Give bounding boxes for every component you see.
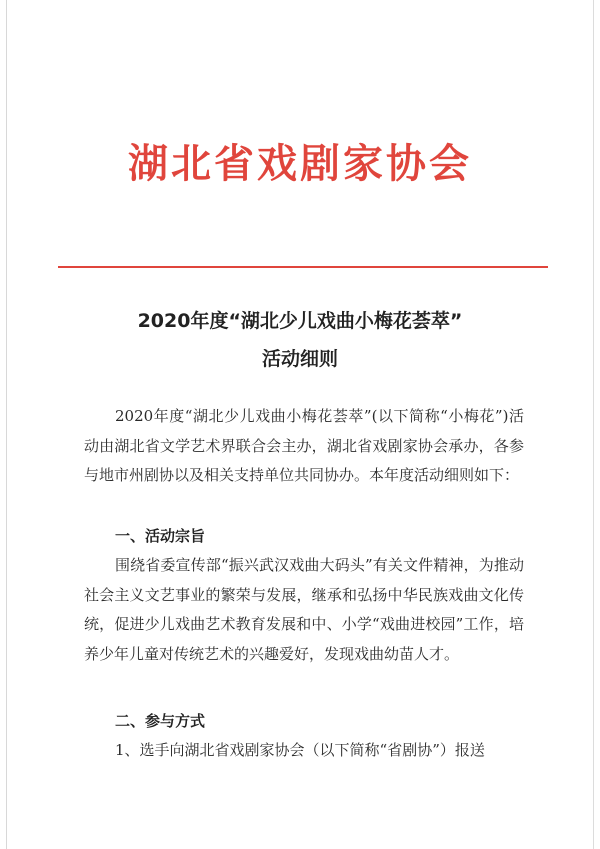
participation-paragraph: 1、选手向湖北省戏剧家协会（以下简称“省剧协”）报送 — [115, 741, 485, 759]
page-edge-right — [593, 0, 594, 849]
document-title: 2020年度“湖北少儿戏曲小梅花荟萃” — [137, 310, 463, 332]
purpose-paragraph: 围绕省委宣传部“振兴武汉戏曲大码头”有关文件精神，为推动社会主义文艺事业的繁荣与发展，继承和弘扬中华民族戏曲文化传统，促进少儿戏曲艺术教育发展和中、小学“戏曲进校园”工作，培养少年儿童对传统艺术的兴趣爱好，发现戏曲幼苗人才。 — [84, 556, 524, 663]
page-edge-left — [6, 0, 7, 849]
intro-paragraph: 2020年度“湖北少儿戏曲小梅花荟萃”(以下简称“小梅花”)活动由湖北省文学艺术界联合会主办，湖北省戏剧家协会承办，各参与地市州剧协以及相关支持单位共同协办。本年度活动细则如下： — [84, 407, 524, 484]
section-heading-participation: 二、参与方式 — [115, 712, 206, 730]
document-subtitle: 活动细则 — [261, 348, 338, 370]
organization-letterhead: 湖北省戏剧家协会 — [128, 140, 472, 187]
letterhead-divider — [58, 266, 548, 268]
section-heading-purpose: 一、活动宗旨 — [115, 527, 206, 545]
